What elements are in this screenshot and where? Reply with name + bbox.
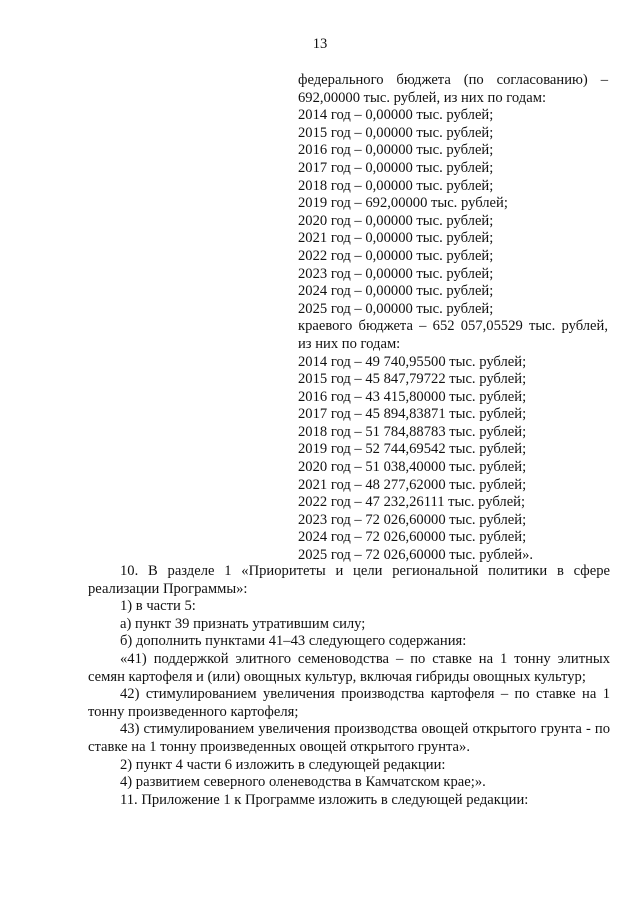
federal-year-line: 2023 год – 0,00000 тыс. рублей; [298,265,494,282]
regional-year-line: 2023 год – 72 026,60000 тыс. рублей; [298,511,527,528]
federal-year-line: 2022 год – 0,00000 тыс. рублей; [298,247,494,264]
federal-year-line: 2016 год – 0,00000 тыс. рублей; [298,142,494,159]
federal-year-line: 2014 год – 0,00000 тыс. рублей; [298,107,494,124]
page-number: 13 [312,36,328,52]
paragraph: 1) в части 5: [120,598,196,615]
paragraph: «41) поддержкой элитного семеноводства – по ставке на 1 тонну элитных семян картофеля и (или) овощных культур, включая гибриды овощных культур; [88,650,610,685]
federal-year-line: 2015 год – 0,00000 тыс. рублей; [298,124,494,141]
paragraph: 10. В разделе 1 «Приоритеты и цели региональной политики в сфере реализации Программы»: [88,563,610,597]
regional-year-line: 2018 год – 51 784,88783 тыс. рублей; [298,423,527,440]
paragraph: 11. Приложение 1 к Программе изложить в следующей редакции: [120,791,529,808]
paragraph: 2) пункт 4 части 6 изложить в следующей редакции: [120,756,446,773]
federal-year-line: 2020 год – 0,00000 тыс. рублей; [298,212,494,229]
federal-year-line: 2018 год – 0,00000 тыс. рублей; [298,177,494,194]
federal-year-line: 2021 год – 0,00000 тыс. рублей; [298,230,494,247]
funding-block [298,72,608,565]
federal-year-line: 2019 год – 692,00000 тыс. рублей; [298,195,508,212]
paragraph: 43) стимулированием увеличения производства овощей открытого грунта - по ставке на 1 тонну произведенных овощей открытого грунта». [88,721,610,755]
regional-year-line: 2017 год – 45 894,83871 тыс. рублей; [298,406,527,423]
regional-year-line: 2020 год – 51 038,40000 тыс. рублей; [298,459,527,476]
federal-years-list [298,107,608,318]
federal-year-line: 2017 год – 0,00000 тыс. рублей; [298,159,494,176]
regional-budget-intro: краевого бюджета – 652 057,05529 тыс. рублей, [298,318,608,335]
regional-year-line: 2015 год – 45 847,79722 тыс. рублей; [298,371,527,388]
amendments-text [88,563,610,809]
regional-year-line: 2024 год – 72 026,60000 тыс. рублей; [298,529,527,546]
federal-budget-intro: федерального бюджета (по согласованию) – [298,72,608,88]
federal-year-line: 2024 год – 0,00000 тыс. рублей; [298,283,494,300]
paragraph: а) пункт 39 признать утратившим силу; [120,615,366,632]
regional-year-line: 2021 год – 48 277,62000 тыс. рублей; [298,476,527,493]
regional-year-line: 2025 год – 72 026,60000 тыс. рублей». [298,547,534,564]
regional-year-line: 2016 год – 43 415,80000 тыс. рублей; [298,388,527,405]
paragraph: 4) развитием северного оленеводства в Камчатском крае;». [120,774,486,791]
regional-budget-by-years: из них по годам: [298,335,401,352]
regional-year-line: 2014 год – 49 740,95500 тыс. рублей; [298,353,527,370]
regional-year-line: 2022 год – 47 232,26111 тыс. рублей; [298,494,526,511]
federal-budget-total: 692,00000 тыс. рублей, из них по годам: [298,89,547,106]
regional-year-line: 2019 год – 52 744,69542 тыс. рублей; [298,441,527,458]
paragraph: б) дополнить пунктами 41–43 следующего содержания: [120,633,467,650]
paragraph: 42) стимулированием увеличения производства картофеля – по ставке на 1 тонну произведенного картофеля; [88,686,610,720]
federal-year-line: 2025 год – 0,00000 тыс. рублей; [298,300,494,317]
regional-years-list [298,354,608,565]
